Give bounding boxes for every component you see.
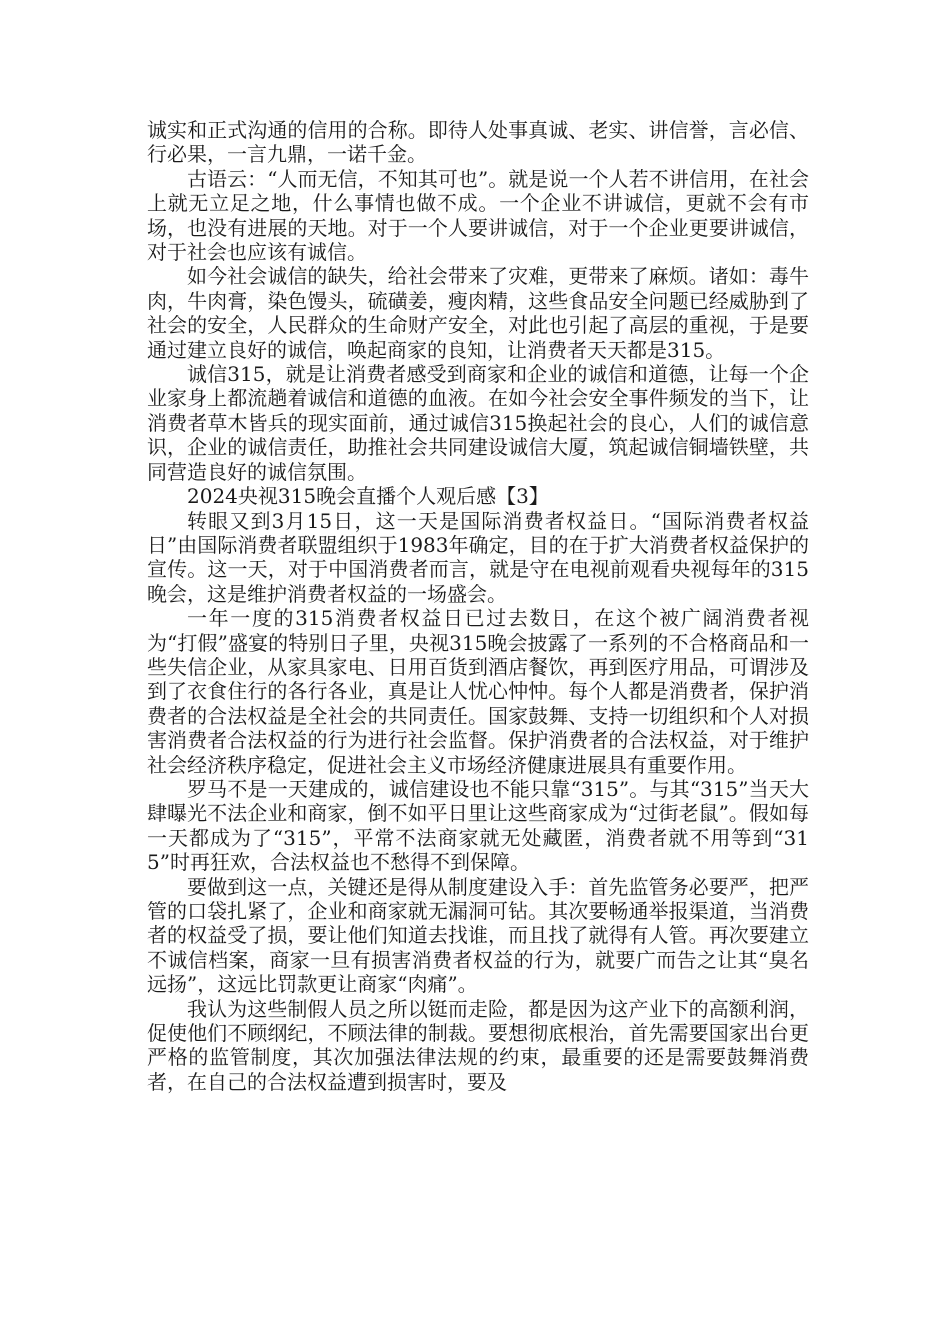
paragraph-5: 转眼又到3月15日，这一天是国际消费者权益日。“国际消费者权益日”由国际消费者联盟组织于1983年确定，目的在于扩大消费者权益保护的宣传。这一天，对于中国消费者而言，就是守在电视前观看央视每年的315晚会，这是维护消费者权益的一场盛会。 [147, 508, 809, 606]
paragraph-3: 如今社会诚信的缺失，给社会带来了灾难，更带来了麻烦。诸如：毒牛肉，牛肉膏，染色馒头，硫磺姜，瘦肉精，这些食品安全问题已经威胁到了社会的安全，人民群众的生命财产安全，对此也引起了高层的重视，于是要通过建立良好的诚信，唤起商家的良知，让消费者天天都是315。 [147, 264, 809, 362]
section-heading: 2024央视315晚会直播个人观后感【3】 [187, 484, 549, 509]
paragraph-6: 一年一度的315消费者权益日已过去数日，在这个被广阔消费者视为“打假”盛宴的特别日子里，央视315晚会披露了一系列的不合格商品和一些失信企业，从家具家电、日用百货到酒店餐饮，再到医疗用品，可谓涉及到了衣食住行的各行各业，真是让人忧心忡忡。每个人都是消费者，保护消费者的合法权益是全社会的共同责任。国家鼓舞、支持一切组织和个人对损害消费者合法权益的行为进行社会监督。保护消费者的合法权益，对于维护社会经济秩序稳定，促进社会主义市场经济健康进展具有重要作用。 [147, 606, 809, 777]
paragraph-2: 古语云：“人而无信，不知其可也”。就是说一个人若不讲信用，在社会上就无立足之地，什么事情也做不成。一个企业不讲诚信，更就不会有市场，也没有进展的天地。对于一个人要讲诚信，对于一个企业更要讲诚信，对于社会也应该有诚信。 [147, 166, 809, 265]
paragraph-9: 我认为这些制假人员之所以铤而走险，都是因为这产业下的高额利润，促使他们不顾纲纪，不顾法律的制裁。要想彻底根治，首先需要国家出台更严格的监管制度，其次加强法律法规的约束，最重要的还是需要鼓舞消费者，在自己的合法权益遭到损害时，要及 [147, 996, 809, 1094]
paragraph-7: 罗马不是一天建成的，诚信建设也不能只靠“315”。与其“315”当天大肆曝光不法企业和商家，倒不如平日里让这些商家成为“过街老鼠”。假如每一天都成为了“315”，平常不法商家就无处藏匿，消费者就不用等到“315”时再狂欢，合法权益也不愁得不到保障。 [147, 776, 809, 875]
document-page [147, 118, 809, 1094]
paragraph-8: 要做到这一点，关键还是得从制度建设入手：首先监管务必要严，把严管的口袋扎紧了，企业和商家就无漏洞可钻。其次要畅通举报渠道，当消费者的权益受了损，要让他们知道去找谁，而且找了就得有人管。再次要建立不诚信档案，商家一旦有损害消费者权益的行为，就要广而告之让其“臭名远扬”，这远比罚款更让商家“肉痛”。 [147, 874, 809, 997]
paragraph-4: 诚信315，就是让消费者感受到商家和企业的诚信和道德，让每一个企业家身上都流趟着诚信和道德的血液。在如今社会安全事件频发的当下，让消费者草木皆兵的现实面前，通过诚信315换起社会的良心，人们的诚信意识，企业的诚信责任，助推社会共同建设诚信大厦，筑起诚信铜墙铁壁，共同营造良好的诚信氛围。 [147, 362, 809, 484]
paragraph-1: 诚实和正式沟通的信用的合称。即待人处事真诚、老实、讲信誉，言必信、行必果，一言九鼎，一诺千金。 [147, 118, 809, 167]
